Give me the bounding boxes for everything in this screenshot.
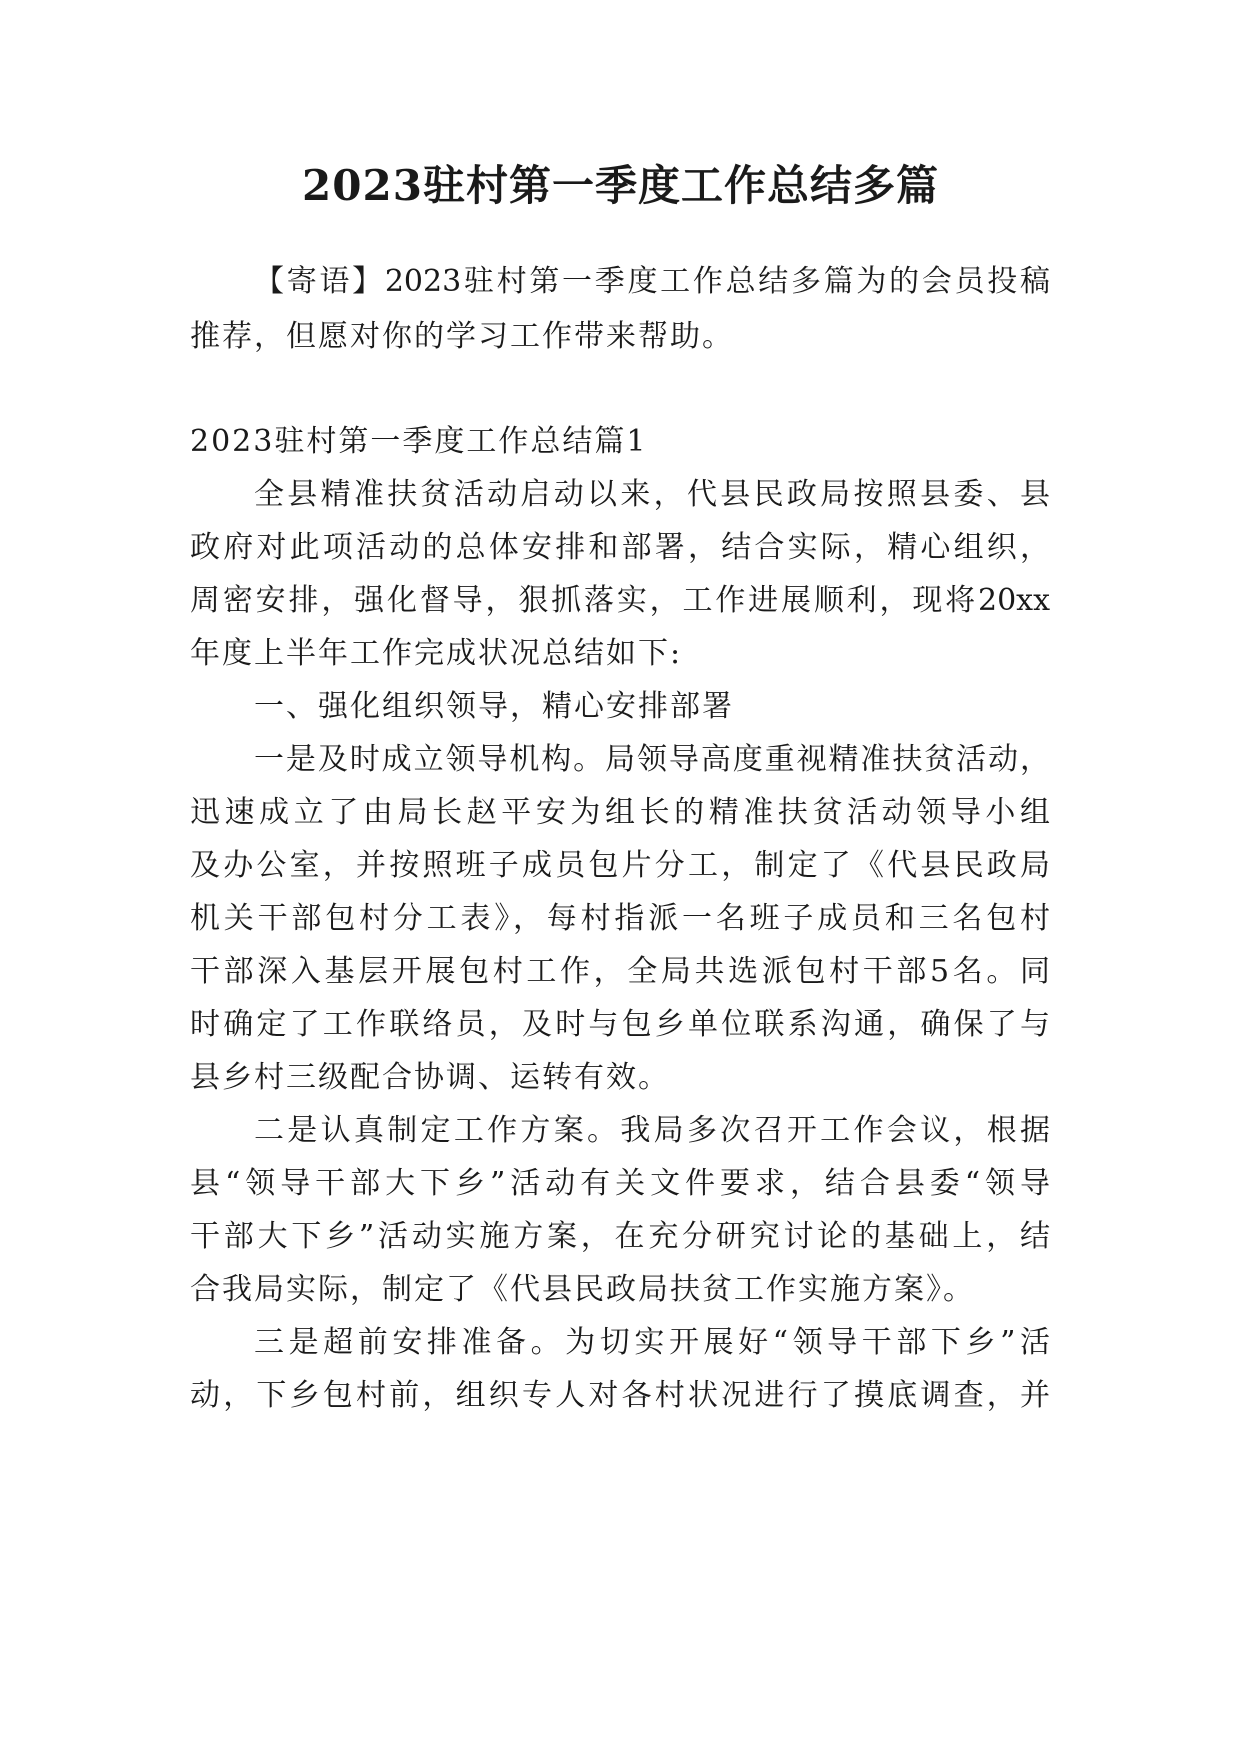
paragraph-line: 干部大下乡”活动实施方案，在充分研究讨论的基础上，结 xyxy=(190,1219,1050,1254)
paragraph-line: 干部深入基层开展包村工作，全局共选派包村干部5名。同 xyxy=(190,954,1050,989)
paragraph-line: 三是超前安排准备。为切实开展好“领导干部下乡”活 xyxy=(254,1325,1050,1360)
paragraph-line: 全县精准扶贫活动启动以来，代县民政局按照县委、县 xyxy=(254,477,1050,512)
paragraph-line: 政府对此项活动的总体安排和部署，结合实际，精心组织， xyxy=(190,530,1050,565)
paragraph-line: 时确定了工作联络员，及时与包乡单位联系沟通，确保了与 xyxy=(190,1007,1050,1042)
paragraph-line: 周密安排，强化督导，狠抓落实，工作进展顺利，现将20xx xyxy=(190,583,1050,618)
document-title: 2023驻村第一季度工作总结多篇 xyxy=(302,161,939,210)
subheading-1: 一、强化组织领导，精心安排部署 xyxy=(254,689,734,724)
section-heading-1: 2023驻村第一季度工作总结篇1 xyxy=(190,424,648,459)
preface-line-2: 推荐，但愿对你的学习工作带来帮助。 xyxy=(190,319,734,354)
paragraph-line: 动，下乡包村前，组织专人对各村状况进行了摸底调查，并 xyxy=(190,1378,1050,1413)
paragraph-line: 年度上半年工作完成状况总结如下: xyxy=(190,636,683,671)
preface-line-1: 【寄语】2023驻村第一季度工作总结多篇为的会员投稿 xyxy=(254,264,1050,299)
paragraph-line: 二是认真制定工作方案。我局多次召开工作会议，根据 xyxy=(254,1113,1050,1148)
paragraph-line: 县“领导干部大下乡”活动有关文件要求，结合县委“领导 xyxy=(190,1166,1050,1201)
paragraph-line: 一是及时成立领导机构。局领导高度重视精准扶贫活动， xyxy=(254,742,1050,777)
paragraph-line: 合我局实际，制定了《代县民政局扶贫工作实施方案》。 xyxy=(190,1272,975,1307)
paragraph-line: 迅速成立了由局长赵平安为组长的精准扶贫活动领导小组 xyxy=(190,795,1050,830)
paragraph-line: 机关干部包村分工表》，每村指派一名班子成员和三名包村 xyxy=(190,901,1050,936)
paragraph-line: 及办公室，并按照班子成员包片分工，制定了《代县民政局 xyxy=(190,848,1050,883)
paragraph-line: 县乡村三级配合协调、运转有效。 xyxy=(190,1060,670,1095)
